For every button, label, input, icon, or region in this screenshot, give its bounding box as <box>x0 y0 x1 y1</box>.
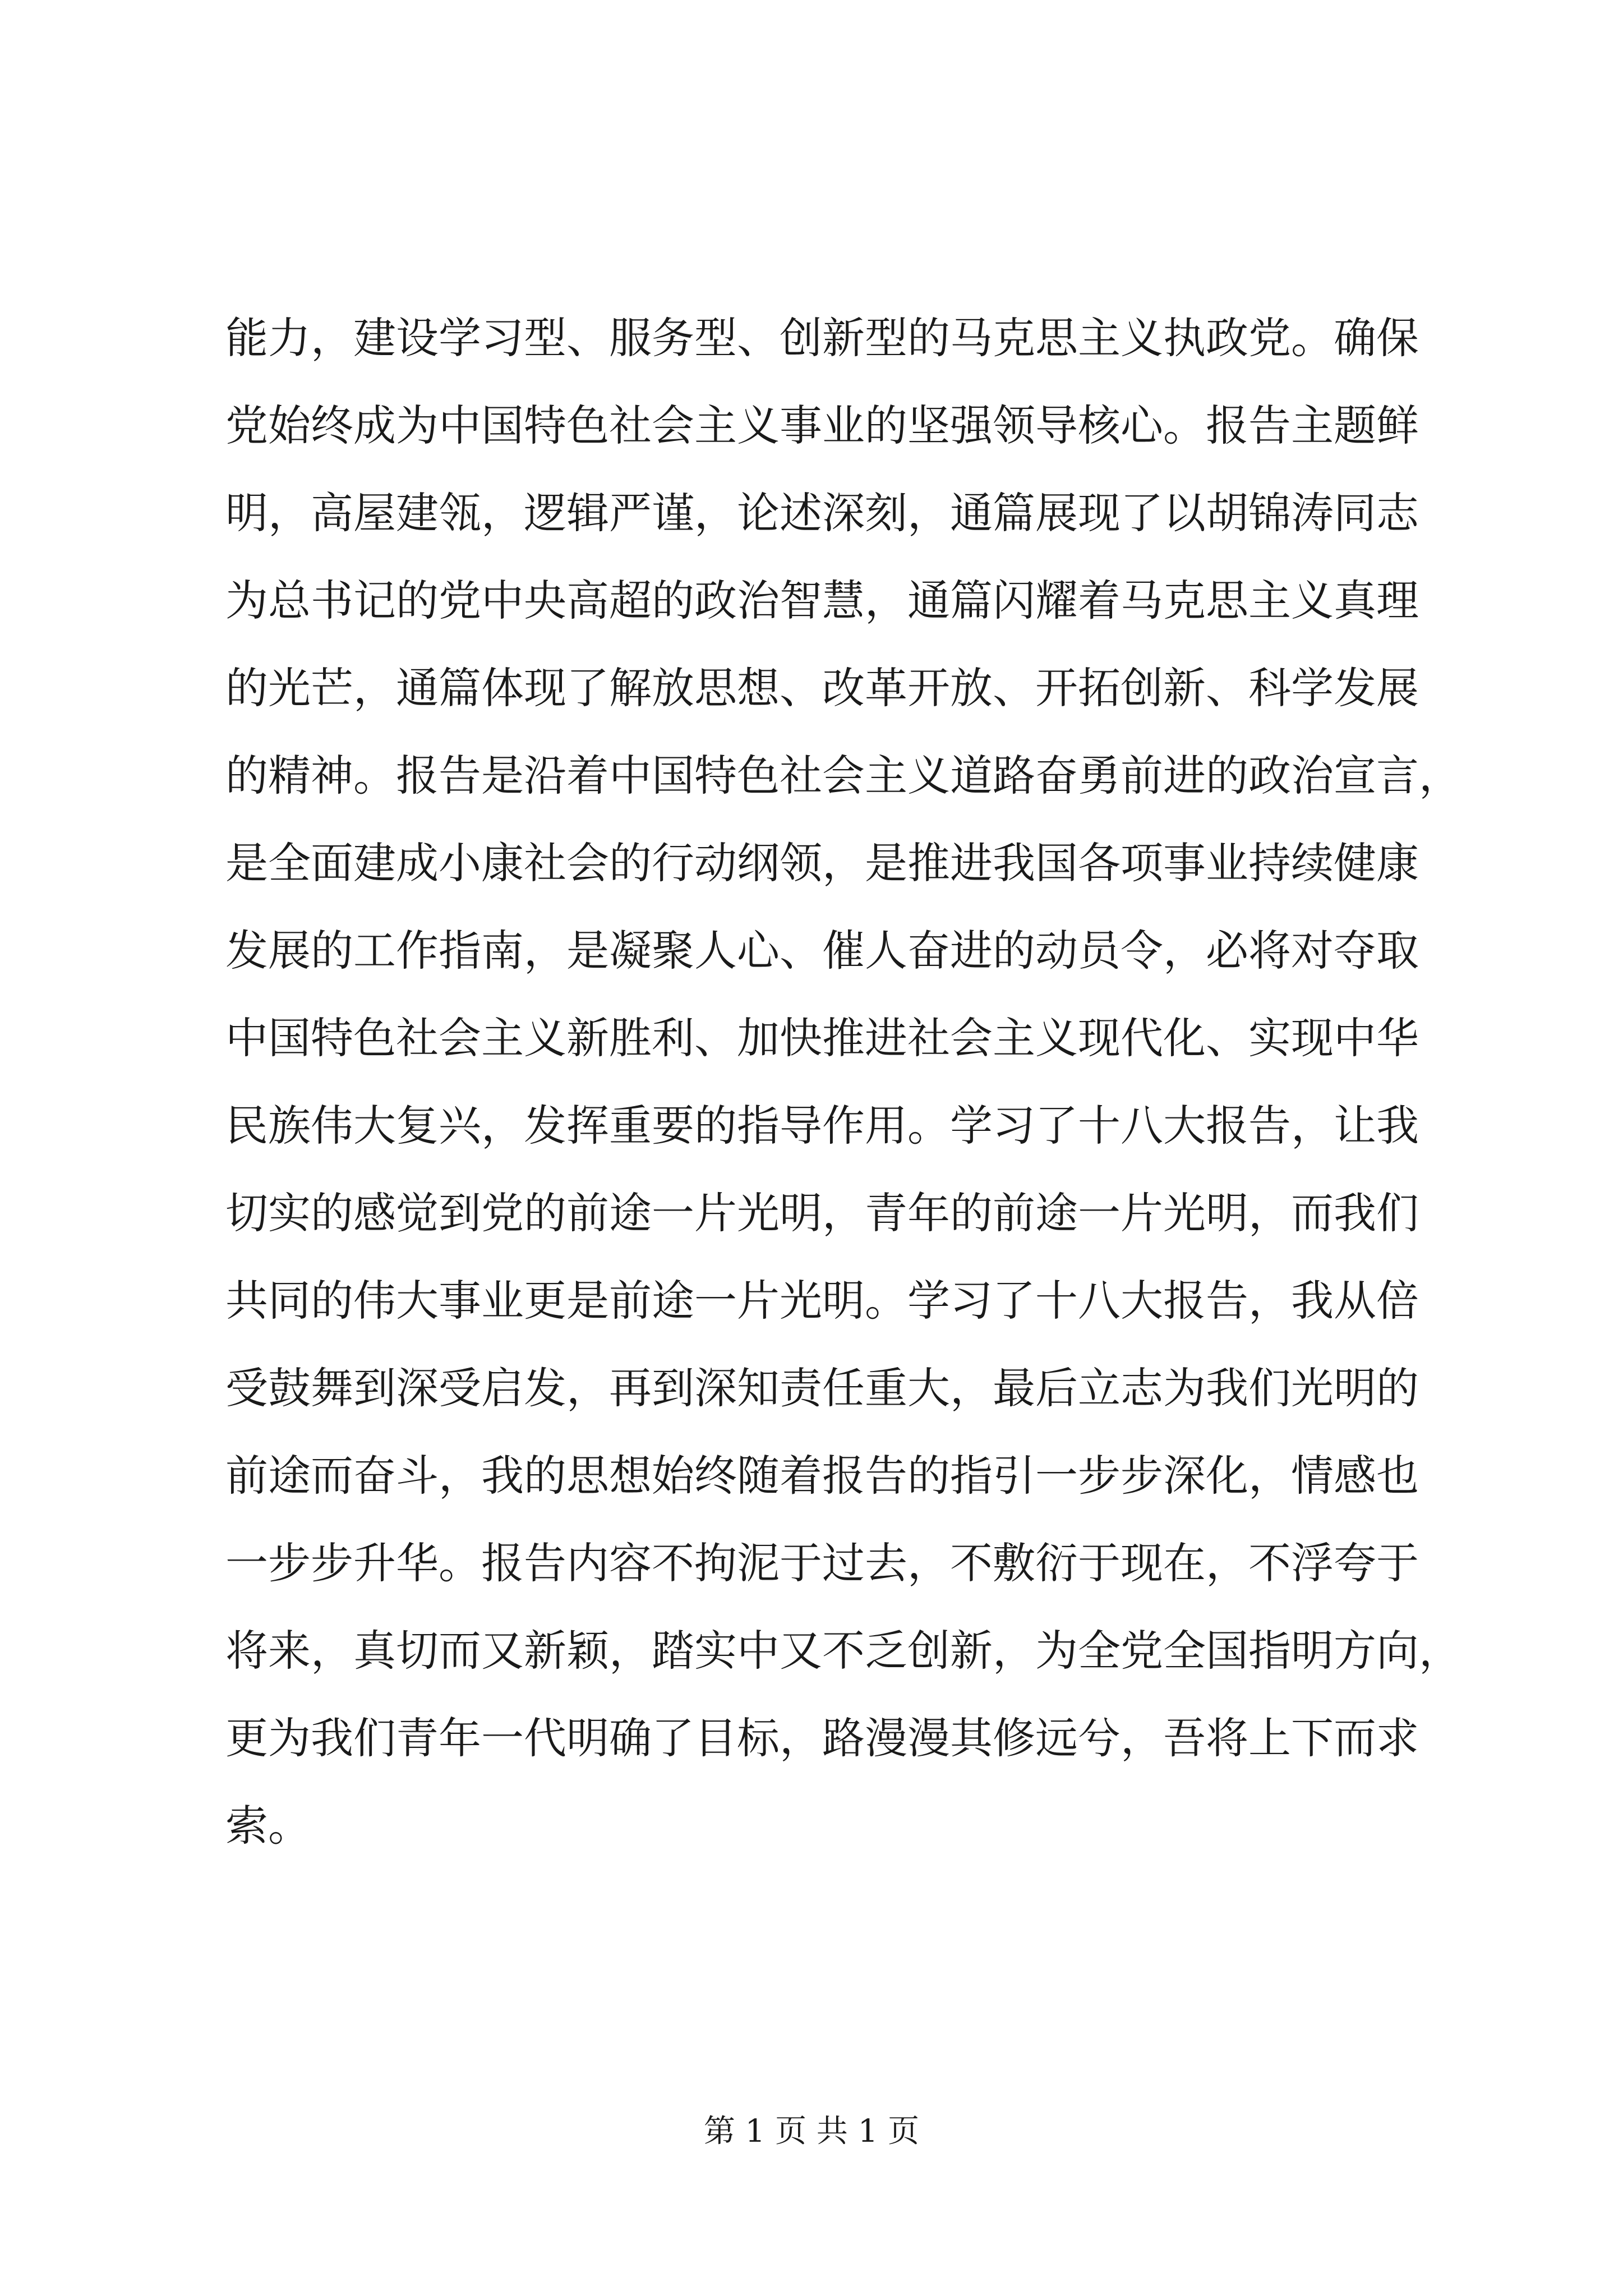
text-line: 能力，建设学习型、服务型、创新型的马克思主义执政党。确保 <box>225 313 1419 363</box>
text-line: 是全面建成小康社会的行动纲领，是推进我国各项事业持续健康 <box>225 838 1419 888</box>
text-line: 党始终成为中国特色社会主义事业的坚强领导核心。报告主题鲜 <box>225 401 1419 450</box>
text-line: 索。 <box>225 1801 311 1851</box>
text-line: 中国特色社会主义新胜利、加快推进社会主义现代化、实现中华 <box>225 1013 1419 1063</box>
text-line: 民族伟大复兴，发挥重要的指导作用。学习了十八大报告，让我 <box>225 1101 1419 1151</box>
text-line: 发展的工作指南，是凝聚人心、催人奋进的动员令，必将对夺取 <box>225 926 1419 976</box>
text-line: 一步步升华。报告内容不拘泥于过去，不敷衍于现在，不浮夸于 <box>225 1538 1419 1588</box>
text-line: 的光芒，通篇体现了解放思想、改革开放、开拓创新、科学发展 <box>225 663 1419 713</box>
text-line: 的精神。报告是沿着中国特色社会主义道路奋勇前进的政治宣言， <box>225 751 1461 800</box>
text-line: 共同的伟大事业更是前途一片光明。学习了十八大报告，我从倍 <box>225 1276 1419 1326</box>
text-line: 将来，真切而又新颖，踏实中又不乏创新，为全党全国指明方向， <box>225 1626 1461 1676</box>
text-line: 明，高屋建瓴，逻辑严谨，论述深刻，通篇展现了以胡锦涛同志 <box>225 488 1419 538</box>
body-paragraph <box>225 295 1461 1870</box>
text-line: 切实的感觉到党的前途一片光明，青年的前途一片光明，而我们 <box>225 1188 1419 1238</box>
text-line: 为总书记的党中央高超的政治智慧，通篇闪耀着马克思主义真理 <box>225 576 1419 625</box>
text-line: 前途而奋斗，我的思想始终随着报告的指引一步步深化，情感也 <box>225 1451 1419 1501</box>
page-number-label: 第 1 页 共 1 页 <box>703 2113 920 2150</box>
text-line: 受鼓舞到深受启发，再到深知责任重大，最后立志为我们光明的 <box>225 1363 1419 1413</box>
text-line: 更为我们青年一代明确了目标，路漫漫其修远兮，吾将上下而求 <box>225 1713 1419 1763</box>
page-footer <box>0 2109 1623 2154</box>
